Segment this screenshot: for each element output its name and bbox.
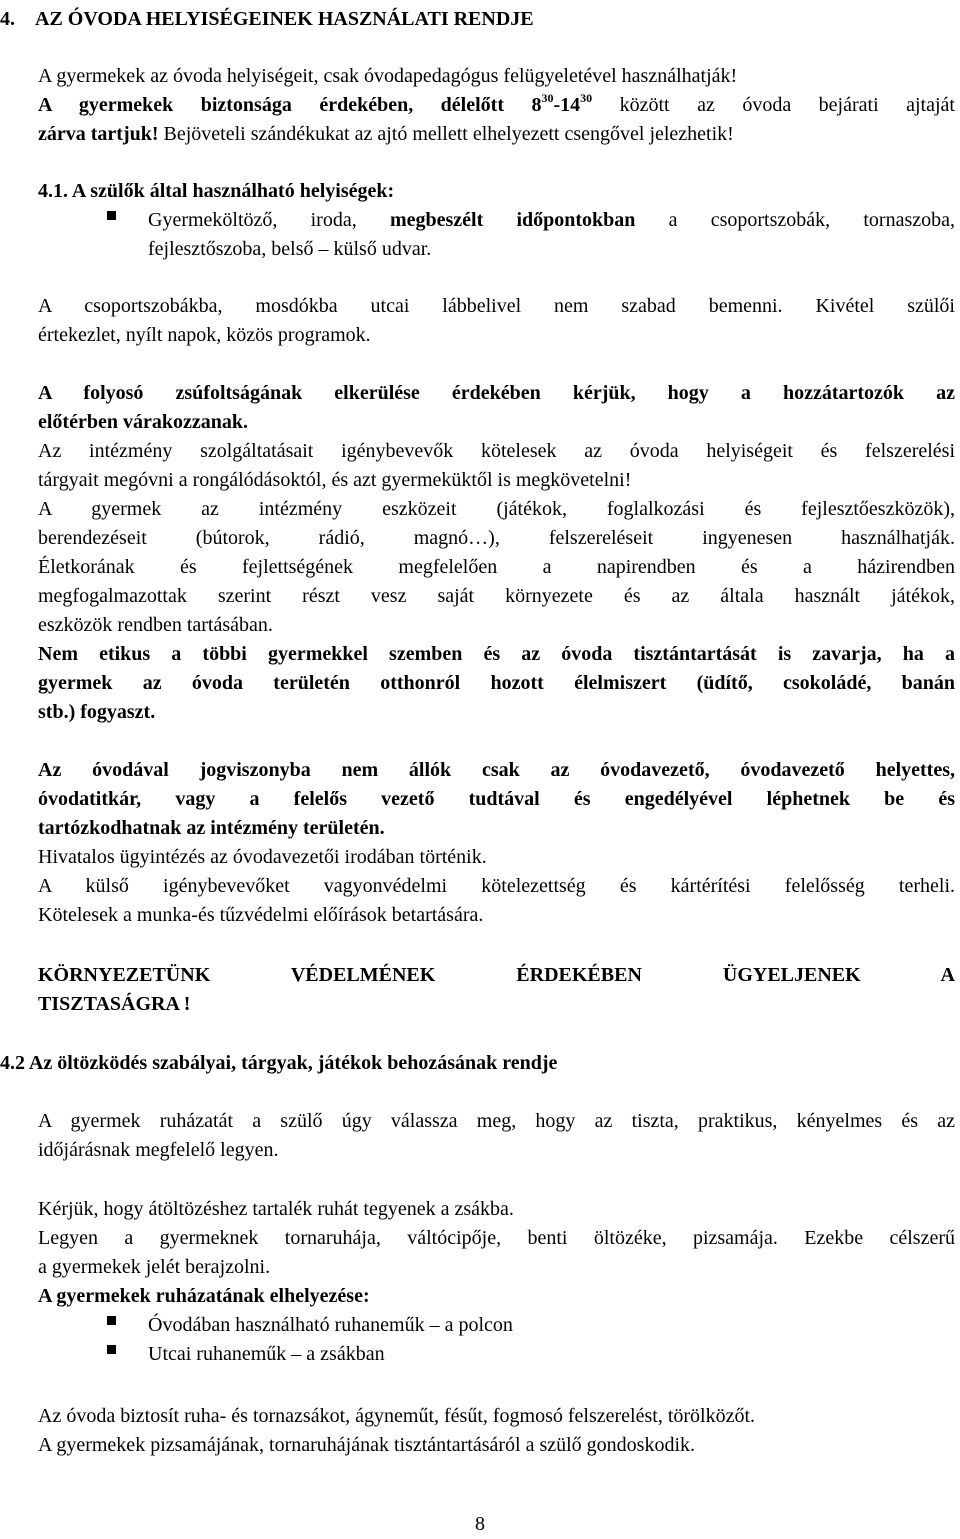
section-41-title: 4.1. A szülők által használható helyiségek: xyxy=(38,180,395,202)
paragraph-storage-title: A gyermekek ruházatának elhelyezése: xyxy=(38,1285,370,1307)
paragraph-services-1: Az intézmény szolgáltatásait igénybevevők kötelesek az óvoda helyiségeit és felszerelési xyxy=(38,440,955,462)
intro-line-3: zárva tartjuk! Bejöveteli szándékukat az ajtó mellett elhelyezett csengővel jelezhetik! xyxy=(38,123,734,145)
chapter-title: AZ ÓVODA HELYISÉGEINEK HASZNÁLATI RENDJE xyxy=(35,8,534,30)
intro-line-1: A gyermekek az óvoda helyiségeit, csak óvodapedagógus felügyeletével használhatják! xyxy=(38,65,738,87)
paragraph-footwear-1: A csoportszobákba, mosdókba utcai lábbelivel nem szabad bemenni. Kivétel szülői xyxy=(38,295,955,317)
paragraph-equipment-1: A gyermek az intézmény eszközeit (játékok, foglalkozási és fejlesztőeszközök), xyxy=(38,498,955,520)
bullet-item-rooms-cont: fejlesztőszoba, belső – külső udvar. xyxy=(148,238,432,260)
paragraph-gym-clothes-1: Legyen a gyermeknek tornaruhája, váltócipője, benti öltözéke, pizsamája. Ezekbe célszerű xyxy=(38,1227,955,1249)
bullet-square-icon xyxy=(107,1316,116,1325)
intro-line-2: A gyermekek biztonsága érdekében, délelőtt $8^{30}-14^{30}$ között az óvoda bejárati ajtaját xyxy=(38,91,955,116)
paragraph-access-2: óvodatitkár, vagy a felelős vezető tudtával és engedélyével léphetnek be és xyxy=(38,788,955,810)
bullet-item-bag: Utcai ruhaneműk – a zsákban xyxy=(148,1343,385,1365)
paragraph-equipment-4: megfogalmazottak szerint részt vesz saját környezete és az általa használt játékok, xyxy=(38,585,955,607)
bullet-item-rooms: Gyermeköltöző, iroda, megbeszélt időpontokban a csoportszobák, tornaszoba, xyxy=(148,209,956,231)
paragraph-environment-2: TISZTASÁGRA ! xyxy=(38,993,191,1015)
paragraph-gym-clothes-2: a gyermekek jelét berajzolni. xyxy=(38,1256,271,1278)
page-number: 8 xyxy=(475,1513,485,1535)
paragraph-provided-items: Az óvoda biztosít ruha- és tornazsákot, ágyneműt, fésűt, fogmosó felszerelést, törölközőt. xyxy=(38,1405,756,1427)
section-42-title: 4.2 Az öltözködés szabályai, tárgyak, játékok behozásának rendje xyxy=(0,1052,558,1074)
paragraph-footwear-2: értekezlet, nyílt napok, közös programok. xyxy=(38,324,371,346)
paragraph-food-2: gyermek az óvoda területén otthonról hozott élelmiszert (üdítő, csokoládé, banán xyxy=(38,672,955,694)
paragraph-equipment-3: Életkorának és fejlettségének megfelelően a napirendben és a házirendben xyxy=(38,556,955,578)
paragraph-hallway-2: előtérben várakozzanak. xyxy=(38,411,248,433)
paragraph-external-2: Kötelesek a munka-és tűzvédelmi előírások betartására. xyxy=(38,904,484,926)
chapter-heading xyxy=(0,5,920,34)
paragraph-access-1: Az óvodával jogviszonyba nem állók csak az óvodavezető, óvodavezető helyettes, xyxy=(38,759,955,781)
paragraph-equipment-2: berendezéseit (bútorok, rádió, magnó…), felszereléseit ingyenesen használhatják. xyxy=(38,527,955,549)
paragraph-hallway-1: A folyosó zsúfoltságának elkerülése érdekében kérjük, hogy a hozzátartozók az xyxy=(38,382,955,404)
bullet-item-shelf: Óvodában használható ruhaneműk – a polcon xyxy=(148,1314,513,1336)
bullet-square-icon xyxy=(107,211,116,220)
paragraph-external-1: A külső igénybevevőket vagyonvédelmi kötelezettség és kártérítési felelősség terheli. xyxy=(38,875,955,897)
paragraph-clothing-1: A gyermek ruházatát a szülő úgy válassza meg, hogy az tiszta, praktikus, kényelmes és az xyxy=(38,1110,955,1132)
paragraph-food-3: stb.) fogyaszt. xyxy=(38,701,156,723)
paragraph-clothing-2: időjárásnak megfelelő legyen. xyxy=(38,1139,279,1161)
paragraph-cleaning: A gyermekek pizsamájának, tornaruhájának tisztántartásáról a szülő gondoskodik. xyxy=(38,1434,696,1456)
paragraph-access-3: tartózkodhatnak az intézmény területén. xyxy=(38,817,385,839)
paragraph-equipment-5: eszközök rendben tartásában. xyxy=(38,614,273,636)
paragraph-services-2: tárgyait megóvni a rongálódásoktól, és azt gyermeküktől is megkövetelni! xyxy=(38,469,632,491)
bullet-square-icon xyxy=(107,1345,116,1354)
paragraph-food-1: Nem etikus a többi gyermekkel szemben és az óvoda tisztántartását is zavarja, ha a xyxy=(38,643,955,665)
paragraph-spare-clothes: Kérjük, hogy átöltözéshez tartalék ruhát tegyenek a zsákba. xyxy=(38,1198,514,1220)
chapter-number: 4. xyxy=(0,8,15,30)
paragraph-office: Hivatalos ügyintézés az óvodavezetői irodában történik. xyxy=(38,846,487,868)
paragraph-environment-1: KÖRNYEZETÜNK VÉDELMÉNEK ÉRDEKÉBEN ÜGYELJENEK A xyxy=(38,964,955,986)
